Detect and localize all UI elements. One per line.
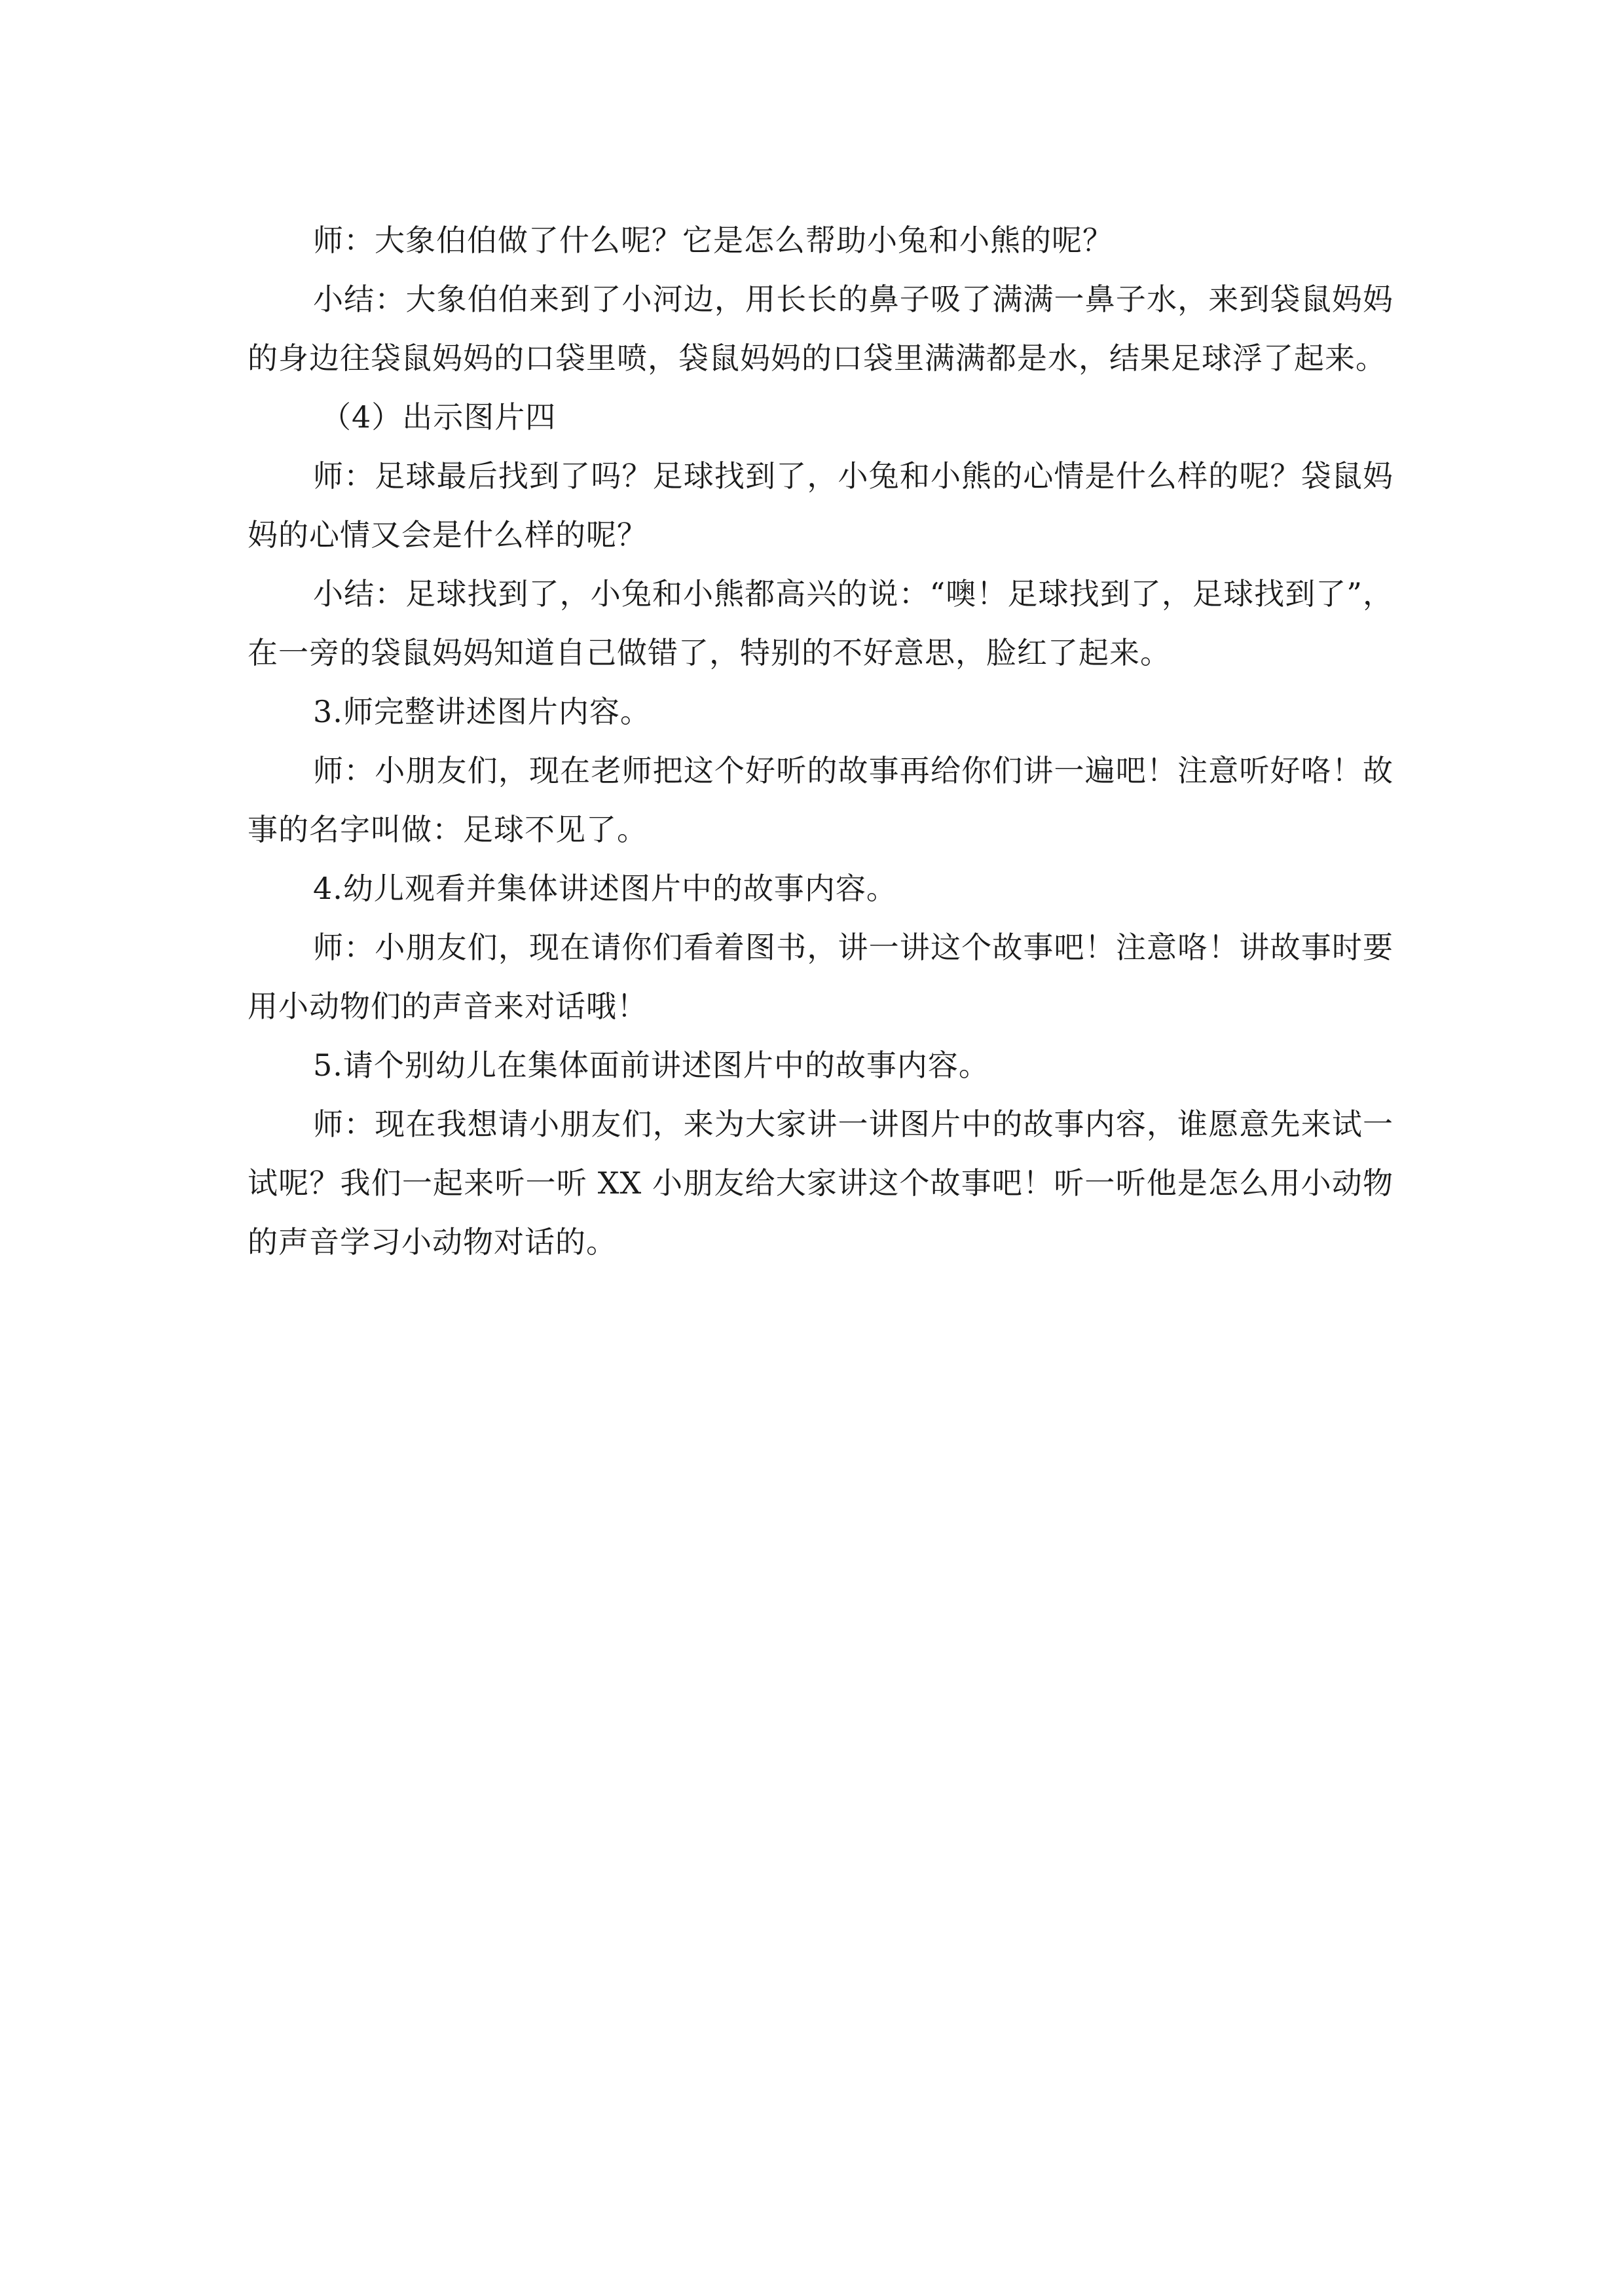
paragraph-step-4: 4.幼儿观看并集体讲述图片中的故事内容。 bbox=[313, 871, 897, 906]
paragraph-summary-found: 小结：足球找到了，小兔和小熊都高兴的说：“噢！足球找到了，足球找到了”，在一旁的袋鼠妈妈知道自己做错了，特别的不好意思，脸红了起来。 bbox=[248, 576, 1393, 670]
paragraph-teacher-question-found: 师：足球最后找到了吗？足球找到了，小兔和小熊的心情是什么样的呢？袋鼠妈妈的心情又会是什么样的呢？ bbox=[248, 458, 1393, 553]
paragraph-teacher-question-elephant: 师：大象伯伯做了什么呢？它是怎么帮助小兔和小熊的呢？ bbox=[313, 223, 1113, 258]
paragraph-teacher-retell: 师：小朋友们，现在老师把这个好听的故事再给你们讲一遍吧！注意听好咯！故事的名字叫做：足球不见了。 bbox=[248, 753, 1393, 847]
paragraph-step-3: 3.师完整讲述图片内容。 bbox=[313, 694, 651, 729]
paragraph-step-5: 5.请个别幼儿在集体面前讲述图片中的故事内容。 bbox=[313, 1048, 989, 1083]
paragraph-teacher-individual-telling: 师：现在我想请小朋友们，来为大家讲一讲图片中的故事内容，谁愿意先来试一试呢？我们一起来听一听 XX 小朋友给大家讲这个故事吧！听一听他是怎么用小动物的声音学习小动物对话的。 bbox=[248, 1106, 1393, 1260]
paragraph-show-picture-four: （4）出示图片四 bbox=[321, 399, 557, 435]
page-body bbox=[248, 211, 1393, 1271]
paragraph-teacher-group-telling: 师：小朋友们，现在请你们看着图书，讲一讲这个故事吧！注意咯！讲故事时要用小动物们的声音来对话哦！ bbox=[248, 930, 1393, 1024]
paragraph-summary-elephant: 小结：大象伯伯来到了小河边，用长长的鼻子吸了满满一鼻子水，来到袋鼠妈妈的身边往袋鼠妈妈的口袋里喷，袋鼠妈妈的口袋里满满都是水，结果足球浮了起来。 bbox=[248, 282, 1393, 376]
